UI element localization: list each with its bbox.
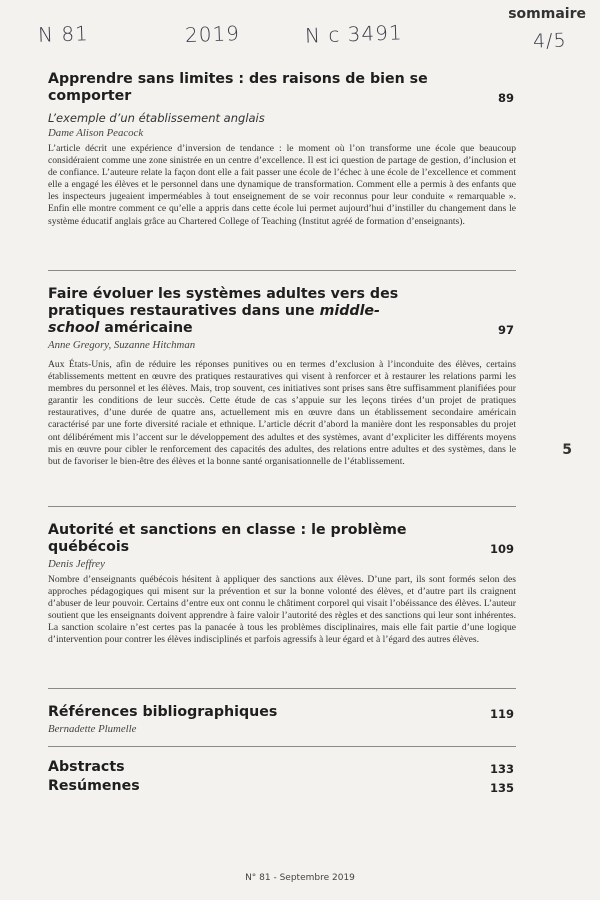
- entry-title[interactable]: Apprendre sans limites : des raisons de bien se comporter: [48, 71, 428, 104]
- entry-title[interactable]: Abstracts: [48, 759, 125, 775]
- entry-author: Denis Jeffrey: [48, 558, 105, 570]
- entry-subtitle: L’exemple d’un établissement anglais: [48, 111, 265, 125]
- toc-entry: [48, 71, 516, 228]
- page-number-side: 5: [562, 442, 572, 458]
- handwritten-year: 2019: [184, 21, 241, 47]
- handwritten-fraction: 4/5: [532, 29, 567, 53]
- entry-title-part: Faire évoluer les systèmes adultes vers des pratiques restauratives dans une: [48, 286, 399, 319]
- entry-author: Bernadette Plumelle: [48, 723, 137, 735]
- entry-title[interactable]: Références bibliographiques: [48, 704, 278, 720]
- divider: [48, 746, 516, 747]
- divider: [48, 506, 516, 507]
- entry-author: Dame Alison Peacock: [48, 127, 144, 139]
- toc-entry: [48, 759, 516, 776]
- entry-abstract: Nombre d’enseignants québécois hésitent à appliquer des sanctions aux élèves. D’une part, ils sont formés selon des approches pédagogiques qui misent sur la prévention et sur la bonne volonté des élèves, et d’autre part ils craignent d’abuser de leur pouvoir. Certains d’entre eux ont connu le châtiment corporel qui visait l’obéissance des élèves. L’auteur soutient que les enseignants doivent apprendre à faire valoir l’autorité des règles et des sanctions qui leur sont inhérentes. La sanction scolaire n’est certes pas la panacée à tous les problèmes disciplinaires, mais elle fait partie d’une logique d’intervention pour contrer les élèves indisciplinés et parfois agressifs à leur égard et à l’égard des autres élèves.: [48, 574, 516, 646]
- entry-title-italic: middle-school: [48, 303, 380, 336]
- entry-abstract: Aux États-Unis, afin de réduire les réponses punitives ou en termes d’exclusion à l’inconduite des élèves, certains établissements mettent en œuvre des pratiques restauratives qui visent à renforcer et à restaurer les relations parmi les membres du personnel et les élèves. Mais, trop souvent, ces initiatives sont prises sans être suffisamment planifiées pour garantir les conditions de leur succès. Cette étude de cas s’appuie sur les leçons tirées d’un projet de pratiques restauratives, d’une durée de quatre ans, actuellement mis en œuvre dans un établissement secondaire américain caractérisé par une forte diversité raciale et ethnique. L’article décrit d’abord la manière dont les responsables du projet ont délibérément mis l’accent sur le développement des adultes et des systèmes, avant d’expliciter les différents moyens mis en œuvre pour cibler le renforcement des capacités des adultes, des relations entre adultes et des systèmes, dans le but de favoriser le bien-être des élèves et la bonne santé organisationnelle de l’établissement.: [48, 359, 516, 467]
- entry-page: 97: [497, 323, 514, 337]
- divider: [48, 270, 516, 271]
- handwritten-reference: N c 3491: [304, 20, 403, 48]
- entry-page: 119: [489, 707, 514, 721]
- entry-page: 133: [489, 762, 514, 776]
- entry-abstract: L’article décrit une expérience d’inversion de tendance : le moment où l’on transforme une école que beaucoup considéraient comme une zone sinistrée en un centre d’excellence. Il est ici question de partage de gestion, d’inclusion et de confiance. L’auteure relate la façon dont elle a fait passer une école de l’échec à une école de l’excellence et comment elle a engagé les élèves et le personnel dans une dynamique de transformation. Comment elle a permis à des enfants que les inspecteurs jugeaient imperméables à tout enseignement de se voir reconnus pour leur conduite « remarquable ». Enfin elle montre comment ce qu’elle a appris dans cette école lui permet aujourd’hui d’instiller du changement dans le système éducatif anglais grâce au Chartered College of Teaching (Institut agréé de formation d’enseignants).: [48, 143, 516, 227]
- divider: [48, 688, 516, 689]
- toc-entry: [48, 286, 516, 468]
- entry-page: 135: [489, 781, 514, 795]
- entry-title[interactable]: Autorité et sanctions en classe : le problème québécois: [48, 522, 407, 555]
- entry-page: 109: [489, 542, 514, 556]
- handwritten-issue-number: N 81: [37, 21, 90, 47]
- section-label: sommaire: [508, 6, 586, 22]
- entry-title[interactable]: Resúmenes: [48, 778, 140, 794]
- entry-page: 89: [497, 91, 514, 105]
- page-footer: N° 81 - Septembre 2019: [245, 873, 355, 883]
- entry-author: Anne Gregory, Suzanne Hitchman: [48, 339, 196, 351]
- entry-title-part: américaine: [99, 320, 193, 336]
- toc-entry: [48, 704, 516, 735]
- toc-entry: [48, 778, 516, 795]
- entry-title[interactable]: [48, 286, 428, 337]
- toc-entry: [48, 522, 516, 647]
